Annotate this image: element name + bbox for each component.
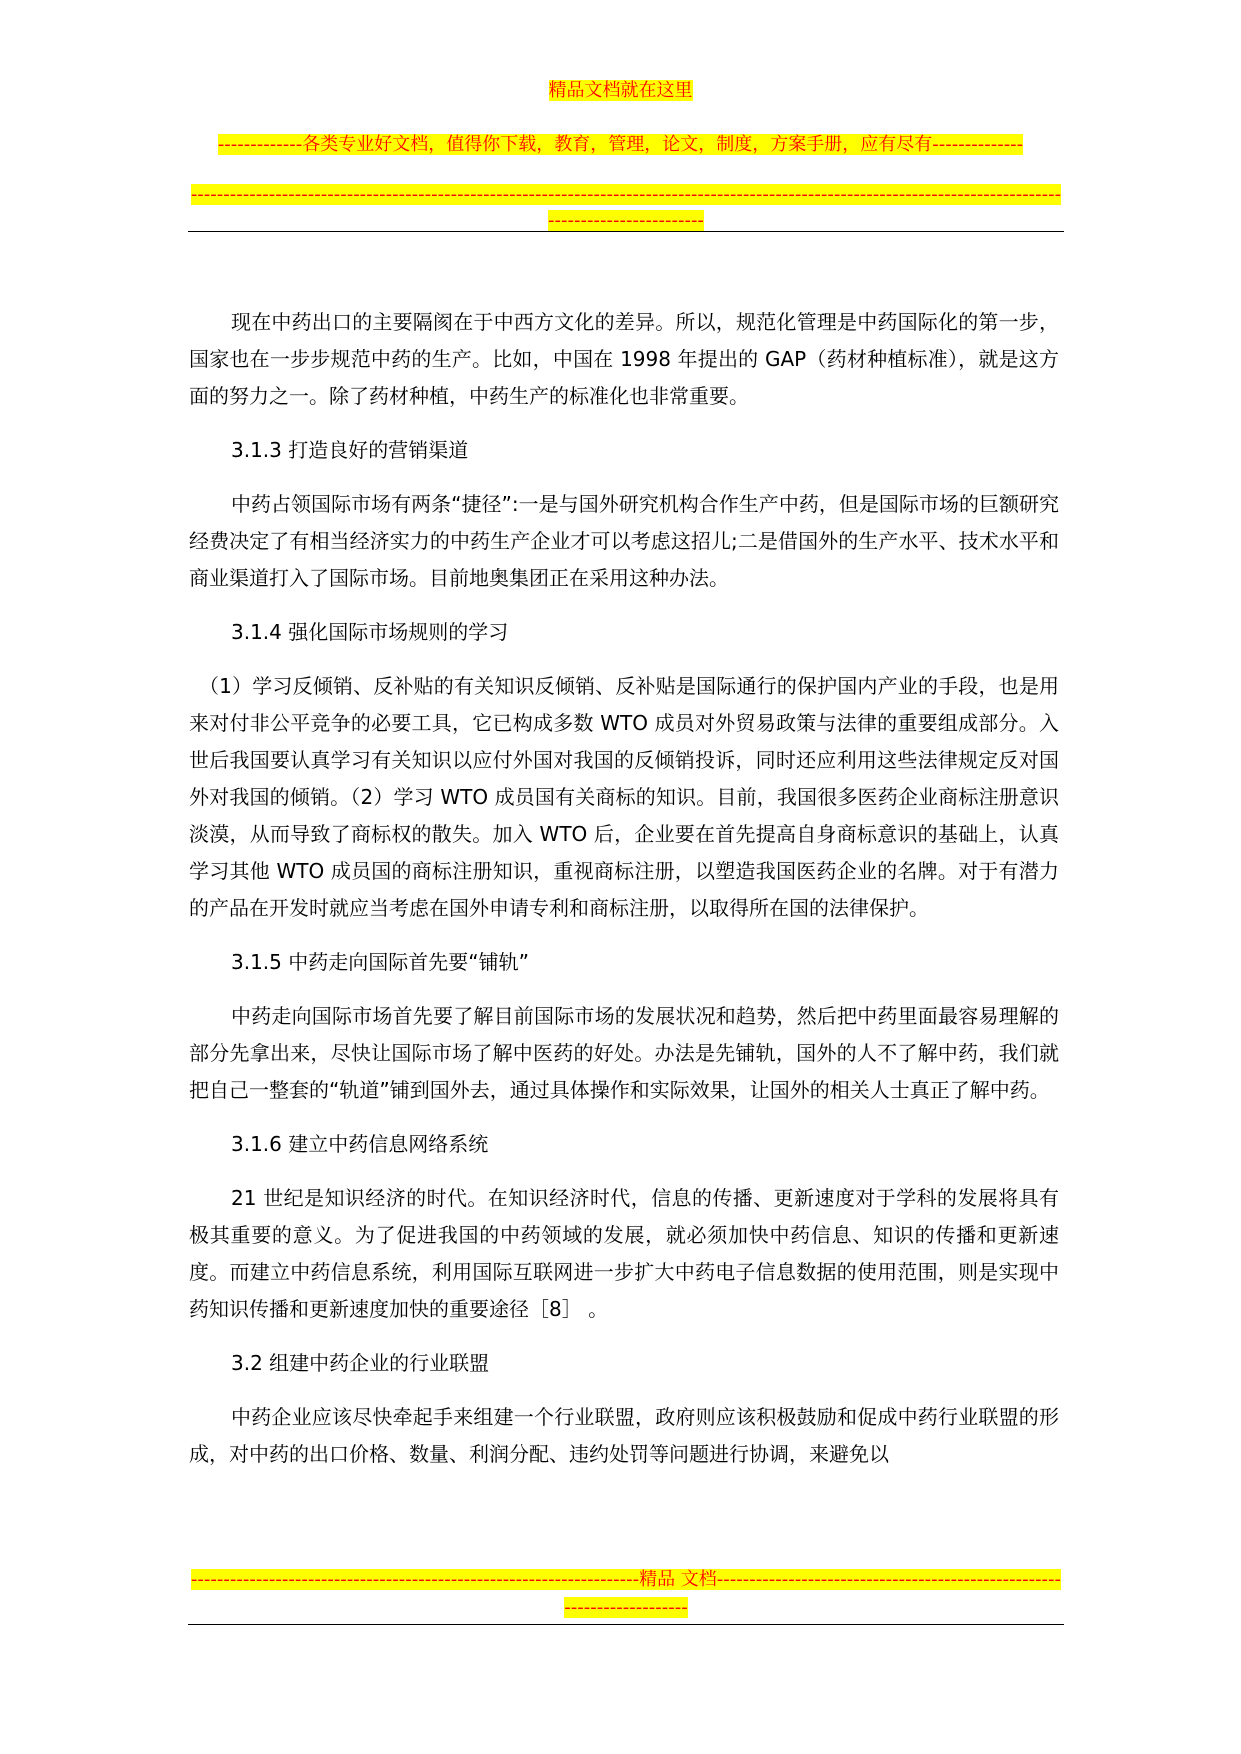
header-dash-line	[188, 182, 1064, 234]
footer-line	[188, 1566, 1064, 1622]
header-subtitle: -------------各类专业好文档，值得你下载，教育，管理，论文，制度，方案手册，应有尽有--------------	[217, 134, 1024, 155]
paragraph-2: 中药占领国际市场有两条“捷径”:一是与国外研究机构合作生产中药，但是国际市场的巨额研究经费决定了有相当经济实力的中药生产企业才可以考虑这招儿;二是借国外的生产水平、技术水平和商业渠道打入了国际市场。目前地奥集团正在采用这种办法。	[189, 492, 1059, 590]
footer-rule	[188, 1624, 1064, 1625]
section-heading-3-1-5: 3.1.5 中药走向国际首先要“铺轨”	[231, 950, 529, 974]
paragraph-3: （1）学习反倾销、反补贴的有关知识反倾销、反补贴是国际通行的保护国内产业的手段，也是用来对付非公平竞争的必要工具，它已构成多数 WTO 成员对外贸易政策与法律的重要组成部分。入世后我国要认真学习有关知识以应付外国对我国的反倾销投诉，同时还应利用这些法律规定反对国外对我国的倾销。（2）学习 WTO 成员国有关商标的知识。目前，我国很多医药企业商标注册意识淡漠，从而导致了商标权的散失。加入 WTO 后，企业要在首先提高自身商标意识的基础上，认真学习其他 WTO 成员国的商标注册知识，重视商标注册，以塑造我国医药企业的名牌。对于有潜力的产品在开发时就应当考虑在国外申请专利和商标注册，以取得所在国的法律保护。	[189, 674, 1059, 920]
section-heading-3-1-3: 3.1.3 打造良好的营销渠道	[231, 438, 469, 462]
paragraph-5: 21 世纪是知识经济的时代。在知识经济时代，信息的传播、更新速度对于学科的发展将具有极其重要的意义。为了促进我国的中药领域的发展，就必须加快中药信息、知识的传播和更新速度。而建立中药信息系统，利用国际互联网进一步扩大中药电子信息数据的使用范围，则是实现中药知识传播和更新速度加快的重要途径［8］ 。	[189, 1186, 1059, 1321]
header-rule	[188, 231, 1064, 232]
header-title: 精品文档就在这里	[548, 80, 693, 101]
paragraph-1: 现在中药出口的主要隔阂在于中西方文化的差异。所以，规范化管理是中药国际化的第一步，国家也在一步步规范中药的生产。比如，中国在 1998 年提出的 GAP（药材种植标准），就是这方面的努力之一。除了药材种植，中药生产的标准化也非常重要。	[189, 310, 1059, 408]
footer-text: ---------------------------------------------------------------------精品 文档------------------------------------------------------------------------	[190, 1569, 1062, 1618]
section-heading-3-2: 3.2 组建中药企业的行业联盟	[231, 1351, 490, 1375]
header-title-line	[0, 78, 1241, 104]
paragraph-4: 中药走向国际市场首先要了解目前国际市场的发展状况和趋势，然后把中药里面最容易理解的部分先拿出来，尽快让国际市场了解中医药的好处。办法是先铺轨，国外的人不了解中药，我们就把自己一整套的“轨道”铺到国外去，通过具体操作和实际效果，让国外的相关人士真正了解中药。	[189, 1004, 1059, 1102]
document-body	[189, 304, 1059, 1490]
paragraph-6: 中药企业应该尽快牵起手来组建一个行业联盟，政府则应该积极鼓励和促成中药行业联盟的形成，对中药的出口价格、数量、利润分配、违约处罚等问题进行协调，来避免以	[189, 1405, 1059, 1466]
section-heading-3-1-6: 3.1.6 建立中药信息网络系统	[231, 1132, 489, 1156]
header-dashes: --------------------------------------------------------------------------------------------------------------------------------------------------------------	[190, 184, 1062, 231]
section-heading-3-1-4: 3.1.4 强化国际市场规则的学习	[231, 620, 509, 644]
header-subtitle-line	[0, 132, 1241, 158]
